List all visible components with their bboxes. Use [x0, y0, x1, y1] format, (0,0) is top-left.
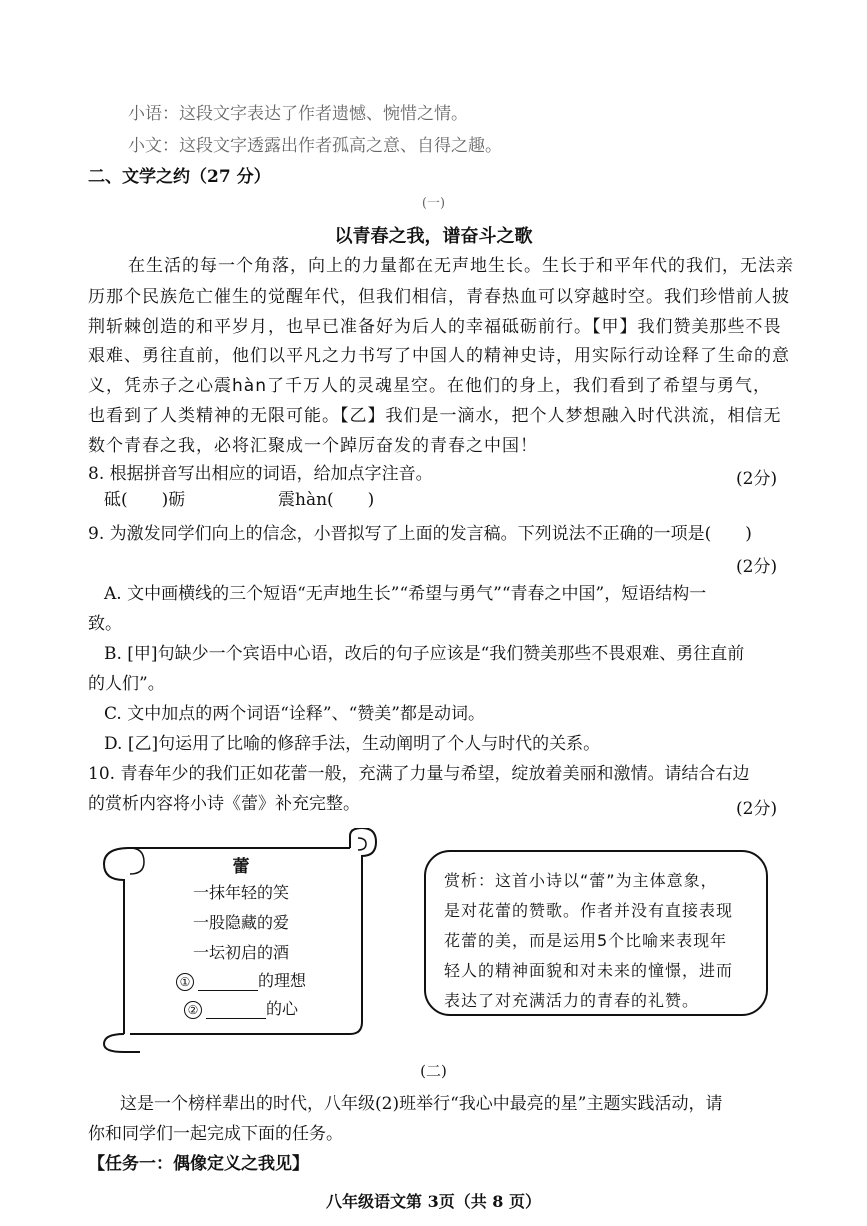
circled-number-1: ① [176, 973, 194, 991]
appreciation-line: 赏析：这首小诗以“蕾”为主体意象， [444, 871, 718, 890]
passage-title: 以青春之我，谱奋斗之歌 [334, 226, 533, 247]
passage-line: 义，凭赤子之心震hàn了千万人的灵魂星空。在他们的身上，我们看到了希望与勇气， [88, 376, 771, 396]
passage-line: 数个青春之我，必将汇聚成一个踔厉奋发的青春之中国！ [88, 436, 538, 456]
q9-option-c: C. 文中加点的两个词语“诠释”、“赞美”都是动词。 [104, 704, 485, 724]
passage-line: 也看到了人类精神的无限可能。【乙】我们是一滴水，把个人梦想融入时代洪流，相信无 [88, 406, 782, 426]
appreciation-line: 轻人的精神面貌和对未来的憧憬，进而 [444, 961, 734, 980]
circled-number-2: ② [184, 1001, 202, 1019]
poem-line-suffix: 的心 [265, 999, 298, 1018]
appreciation-box [424, 850, 768, 1016]
question-10-score: (2分) [736, 799, 778, 819]
part2-intro: 这是一个榜样辈出的时代，八年级(2)班举行“我心中最亮的星”主题实践活动，请 [120, 1094, 723, 1114]
question-9: 9. 为激发同学们向上的信念，小晋拟写了上面的发言稿。下列说法不正确的一项是( ) [88, 524, 752, 544]
q8-item-1: 砥( )砺 [104, 490, 186, 510]
appreciation-line: 花蕾的美，而是运用5个比喻来表现年 [444, 931, 728, 950]
poem-title: 蕾 [232, 857, 250, 877]
task-heading: 【任务一：偶像定义之我见】 [88, 1154, 309, 1174]
poem-line: 一坛初启的酒 [192, 943, 289, 962]
part-number-2: (二) [420, 1062, 447, 1080]
q9-option-a: A. 文中画横线的三个短语“无声地生长”“希望与勇气”“青春之中国”，短语结构一 [104, 584, 707, 604]
poem-blank-line-1 [100, 968, 382, 991]
option-xiaowen: 小文：这段文字透露出作者孤高之意、自得之趣。 [128, 136, 502, 156]
question-8: 8. 根据拼音写出相应的词语，给加点字注音。 [88, 464, 433, 484]
poem-line: 一抹年轻的笑 [192, 883, 289, 902]
question-10-cont: 的赏析内容将小诗《蕾》补充完整。 [88, 794, 360, 814]
q9-option-b-cont: 的人们”。 [88, 674, 165, 694]
appreciation-line: 表达了对充满活力的青春的礼赞。 [444, 991, 700, 1010]
appreciation-line: 是对花蕾的赞歌。作者并没有直接表现 [444, 901, 734, 920]
q9-option-a-cont: 致。 [88, 614, 122, 634]
fill-in-blank-1[interactable] [198, 976, 258, 991]
passage-line: 历那个民族危亡催生的觉醒年代，但我们相信，青春热血可以穿越时空。我们珍惜前人披 [88, 287, 790, 307]
passage-line: 艰难、勇往直前，他们以平凡之力书写了中国人的精神史诗，用实际行动诠释了生命的意 [88, 346, 790, 366]
q9-option-b: B. [甲]句缺少一个宾语中心语，改后的句子应该是“我们赞美那些不畏艰难、勇往直前 [104, 644, 745, 664]
poem-line: 一股隐藏的爱 [192, 913, 289, 932]
q8-item-2: 震hàn( ) [278, 490, 375, 510]
poem-blank-line-2 [100, 996, 382, 1019]
section-heading: 二、文学之约（27 分） [88, 167, 271, 187]
fill-in-blank-2[interactable] [206, 1004, 266, 1019]
passage-line: 在生活的每一个角落，向上的力量都在无声地生长。生长于和平年代的我们，无法亲 [128, 256, 794, 276]
page-footer: 八年级语文第 3页（共 8 页） [326, 1192, 541, 1211]
question-8-score: (2分) [736, 469, 778, 489]
part-number: (一) [421, 196, 446, 211]
poem-line-suffix: 的理想 [257, 971, 306, 990]
option-xiaoyu: 小语：这段文字表达了作者遗憾、惋惜之情。 [128, 104, 468, 124]
q9-option-d: D. [乙]句运用了比喻的修辞手法，生动阐明了个人与时代的关系。 [104, 734, 601, 754]
part2-intro-cont: 你和同学们一起完成下面的任务。 [88, 1124, 343, 1144]
question-9-score: (2分) [736, 557, 778, 577]
passage-line: 荆斩棘创造的和平岁月，也早已准备好为后人的幸福砥砺前行。【甲】我们赞美那些不畏 [88, 317, 782, 337]
question-10: 10. 青春年少的我们正如花蕾一般，充满了力量与希望，绽放着美丽和激情。请结合右边 [88, 764, 750, 784]
poem-scroll [100, 828, 382, 1054]
